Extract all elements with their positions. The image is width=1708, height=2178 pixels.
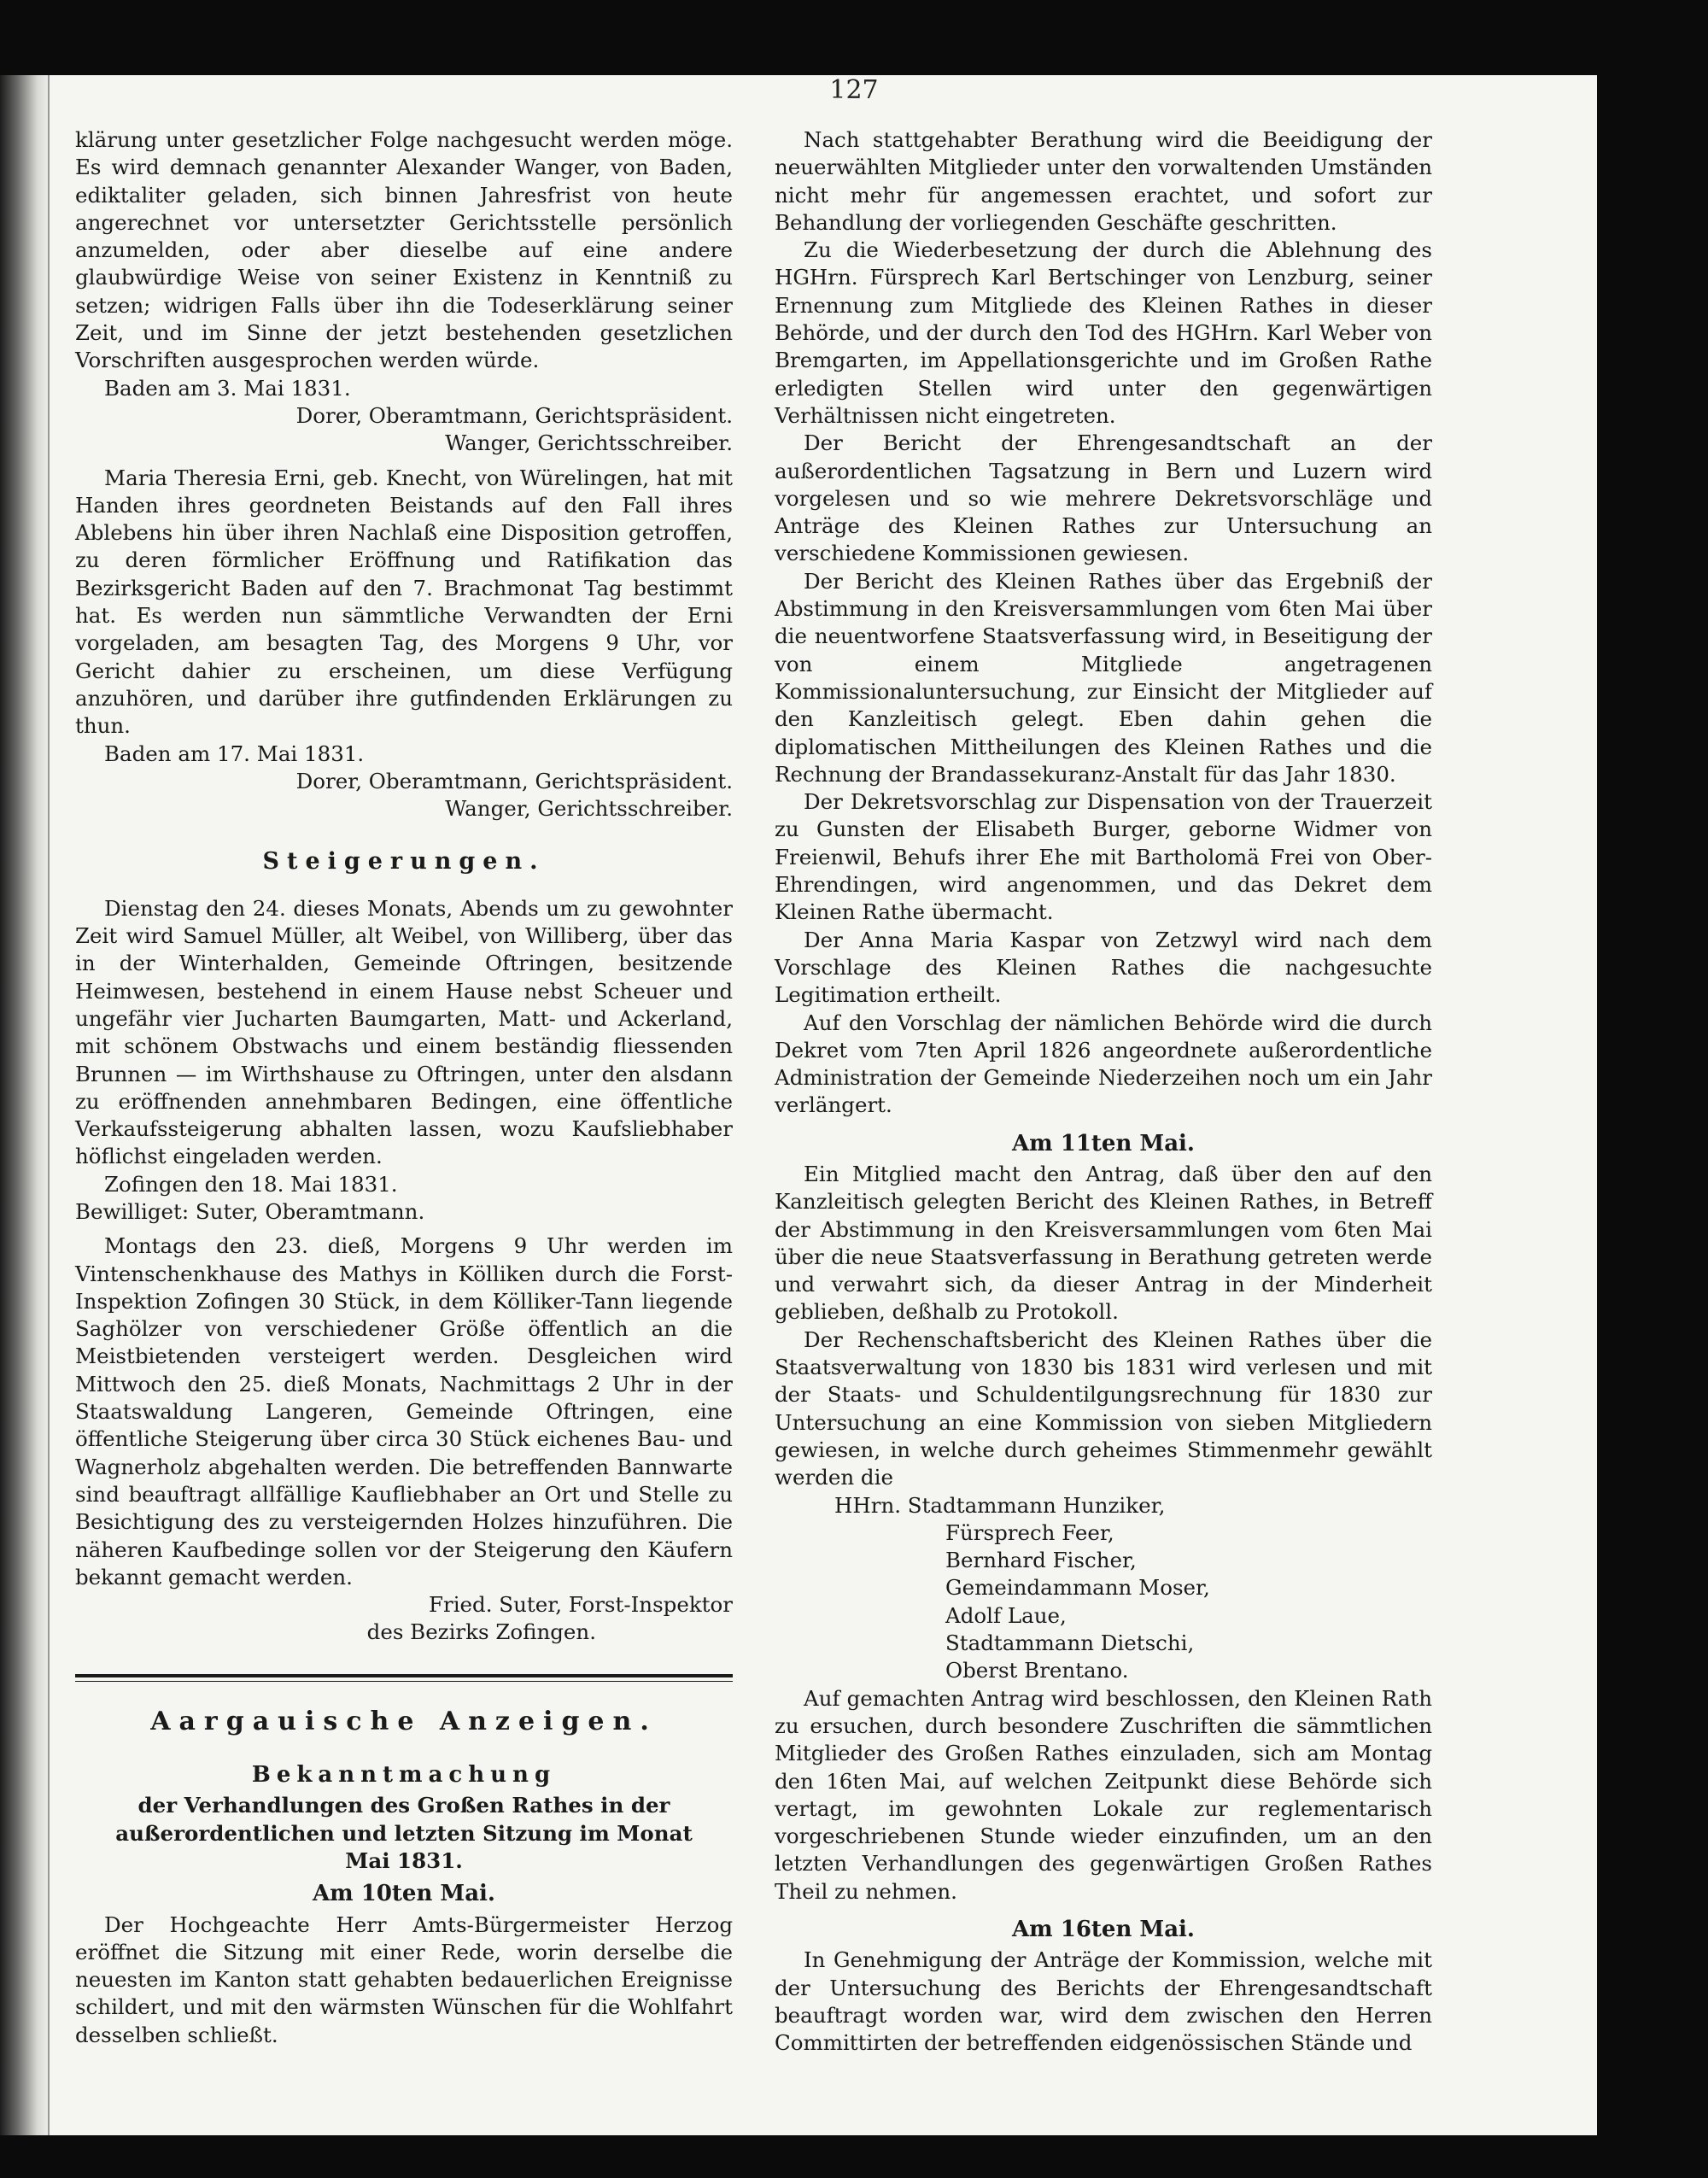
date-line: Baden am 17. Mai 1831. (104, 741, 365, 766)
paragraph: Maria Theresia Erni, geb. Knecht, von Würelingen, hat mit Handen ihres geordneten Beistands auf den Fall ihres Ablebens hin über ihren Nachlaß eine Disposition getroffen, zu deren förmlicher Eröffnung und Ratifikation das Bezirksgericht Baden auf den 7. Brachmonat Tag bestimmt hat. Es werden nun sämmtliche Verwandten der Erni vorgeladen, am besagten Tag, des Morgens 9 Uhr, vor Gericht dahier zu erscheinen, um diese Verfügung anzuhören, und darüber ihre gutfindenden Erklärungen zu thun. (75, 465, 733, 739)
signature-line: Wanger, Gerichtsschreiber. (445, 430, 733, 456)
paragraph: klärung unter gesetzlicher Folge nachgesucht werden möge. Es wird demnach genannter Alexander Wanger, von Baden, ediktaliter geladen, sich binnen Jahresfrist von heute angerechnet vor untersetzter Gerichtsstelle persönlich anzumelden, oder aber dieselbe auf eine andere glaubwürdige Weise von seiner Existenz in Kenntniß zu setzen; widrigen Falls über ihn die Todeserklärung seiner Zeit, und im Sinne der jetzt bestehenden gesetzlichen Vorschriften ausgesprochen werden würde. (75, 127, 733, 373)
member-name: HHrn. Stadtammann Hunziker, (834, 1492, 1166, 1518)
paragraph: Dienstag den 24. dieses Monats, Abends um zu gewohnter Zeit wird Samuel Müller, alt Weibel, von Williberg, über das in der Winterhalden, Gemeinde Oftringen, besitzende Heimwesen, bestehend in einem Hause nebst Scheuer und ungefähr vier Jucharten Baumgarten, Matt- und Ackerland, mit schönem Obstwachs und einem beständig fliessenden Brunnen — im Wirthshause zu Oftringen, unter den alsdann zu eröffnenden annehmbaren Bedingen, eine öffentliche Verkaufssteigerung abhalten lassen, wozu Kaufsliebhaber höflichst eingeladen werden. (75, 895, 733, 1169)
approval-line: Bewilliget: Suter, Oberamtmann. (75, 1198, 425, 1224)
member-name: Adolf Laue, (945, 1602, 1067, 1628)
section-heading: Steigerungen. (262, 848, 546, 875)
member-name: Oberst Brentano. (945, 1658, 1129, 1683)
member-name: Stadtammann Dietschi, (945, 1631, 1195, 1656)
right-column (775, 126, 1432, 2057)
signature-line: Wanger, Gerichtsschreiber. (445, 796, 733, 822)
member-name: Gemeindammann Moser, (945, 1575, 1210, 1601)
paragraph: Der Bericht der Ehrengesandtschaft an der außerordentlichen Tagsatzung in Bern und Luzern wird vorgelesen und so wie mehrere Dekretsvorschläge und Anträge des Kleinen Rathes zur Untersuchung an verschiedene Kommissionen gewiesen. (775, 430, 1432, 566)
book-spine (0, 75, 50, 2135)
paragraph: Zu die Wiederbesetzung der durch die Ablehnung des HGHrn. Fürsprech Karl Bertschinger von Lenzburg, seiner Ernennung zum Mitgliede des Kleinen Rathes in dieser Behörde, und der durch den Tod des HGHrn. Karl Weber von Bremgarten, im Appellationsgerichte und im Großen Rathe erledigten Stellen wird unter den gegenwärtigen Verhältnissen nicht eingetreten. (775, 237, 1432, 428)
date-heading: Am 11ten Mai. (1012, 1130, 1195, 1156)
left-column (75, 126, 733, 2049)
section-heading: Aargauische Anzeigen. (150, 1706, 658, 1736)
paragraph: In Genehmigung der Anträge der Kommission, welche mit der Untersuchung des Berichts der Ehrengesandtschaft beauftragt worden war, wird dem zwischen den Herren Committirten der betreffenden eidgenössischen Stände und (775, 1947, 1432, 2056)
paragraph: Montags den 23. dieß, Morgens 9 Uhr werden im Vintenschenkhause des Mathys in Kölliken durch die Forst-Inspektion Zofingen 30 Stück, in dem Kölliker-Tann liegende Saghölzer von verschiedener Größe öffentlich an die Meistbietenden versteigert werden. Desgleichen wird Mittwoch den 25. dieß Monats, Nachmittags 2 Uhr in der Staatswaldung Langeren, Gemeinde Oftringen, eine öffentliche Steigerung über circa 30 Stück eichenes Bau- und Wagnerholz abgehalten werden. Die betreffenden Bannwarte sind beauftragt allfällige Kaufliebhaber an Ort und Stelle zu Besichtigung des zu versteigernden Holzes hinzuführen. Die näheren Kaufbedinge sollen vor der Steigerung den Käufern bekannt gemacht werden. (75, 1233, 733, 1590)
member-list (775, 1492, 1432, 1685)
member-name: Bernhard Fischer, (945, 1548, 1137, 1573)
date-line: Zofingen den 18. Mai 1831. (104, 1171, 398, 1197)
signature-line: Fried. Suter, Forst-Inspektor (429, 1592, 733, 1618)
date-line: Baden am 3. Mai 1831. (104, 375, 351, 401)
page-number: 127 (829, 75, 879, 105)
subheading-text: der Verhandlungen des Großen Rathes in der außerordentlichen und letzten Sitzung im Monat Mai 1831. (115, 1793, 693, 1873)
paragraph: Auf den Vorschlag der nämlichen Behörde wird die durch Dekret vom 7ten April 1826 angeordnete außerordentliche Administration der Gemeinde Niederzeihen noch um ein Jahr verlängert. (775, 1010, 1432, 1118)
date-heading: Am 16ten Mai. (1012, 1917, 1195, 1942)
paragraph: Auf gemachten Antrag wird beschlossen, den Kleinen Rath zu ersuchen, durch besondere Zuschriften die sämmtlichen Mitglieder des Großen Rathes einzuladen, sich am Montag den 16ten Mai, auf welchen Zeitpunkt diese Behörde sich vertagt, im gewohnten Lokale zur reglementarisch vorgeschriebenen Stunde wieder einzufinden, um an den letzten Verhandlungen des gegenwärtigen Großen Rathes Theil zu nehmen. (775, 1685, 1432, 1904)
signature-line: Dorer, Oberamtmann, Gerichtspräsident. (295, 768, 733, 793)
member-name: Fürsprech Feer, (945, 1519, 1114, 1545)
signature-line: Dorer, Oberamtmann, Gerichtspräsident. (295, 402, 733, 428)
paragraph: Der Dekretsvorschlag zur Dispensation von der Trauerzeit zu Gunsten der Elisabeth Burger, geborne Widmer von Freienwil, Behufs ihrer Ehe mit Bartholomä Frei von Ober-Ehrendingen, wird angenommen, und das Dekret dem Kleinen Rathe übermacht. (775, 789, 1432, 925)
paragraph: Der Rechenschaftsbericht des Kleinen Rathes über die Staatsverwaltung von 1830 bis 1831 wird verlesen und mit der Staats- und Schuldentilgungsrechnung für 1830 zur Untersuchung an eine Kommission von sieben Mitgliedern gewiesen, in welche durch geheimes Stimmenmehr gewählt werden die (775, 1326, 1432, 1490)
paragraph: Der Bericht des Kleinen Rathes über das Ergebniß der Abstimmung in den Kreisversammlungen vom 6ten Mai über die neuentworfene Staatsverfassung wird, in Beseitigung der von einem Mitgliede angetragenen Kommissionaluntersuchung, zur Einsicht der Mitglieder auf den Kanzleitisch gelegt. Eben dahin gehen die diplomatischen Mittheilungen des Kleinen Rathes und die Rechnung der Brandassekuranz-Anstalt für das Jahr 1830. (775, 568, 1432, 787)
section-divider (75, 1672, 733, 1686)
paragraph: Der Anna Maria Kaspar von Zetzwyl wird nach dem Vorschlage des Kleinen Rathes die nachgesuchte Legitimation ertheilt. (775, 927, 1432, 1008)
paragraph: Der Hochgeachte Herr Amts-Bürgermeister Herzog eröffnet die Sitzung mit einer Rede, worin derselbe die neuesten im Kanton statt gehabten bedauerlichen Ereignisse schildert, und mit den wärmsten Wünschen für die Wohlfahrt desselben schließt. (75, 1912, 733, 2047)
paragraph: Nach stattgehabter Berathung wird die Beeidigung der neuerwählten Mitglieder unter den vorwaltenden Umständen nicht mehr für angemessen erachtet, und sofort zur Behandlung der vorliegenden Geschäfte geschritten. (775, 127, 1432, 235)
paragraph: Ein Mitglied macht den Antrag, daß über den auf den Kanzleitisch gelegten Bericht des Kleinen Rathes, in Betreff der Abstimmung in den Kreisversammlungen vom 6ten Mai über die neue Staatsverfassung in Berathung getreten werde und verwahrt sich, da dieser Antrag in der Minderheit geblieben, deßhalb zu Protokoll. (775, 1161, 1432, 1325)
signature-line: des Bezirks Zofingen. (366, 1619, 596, 1645)
date-heading: Am 10ten Mai. (313, 1881, 495, 1907)
subheading: Bekanntmachung (251, 1762, 557, 1789)
